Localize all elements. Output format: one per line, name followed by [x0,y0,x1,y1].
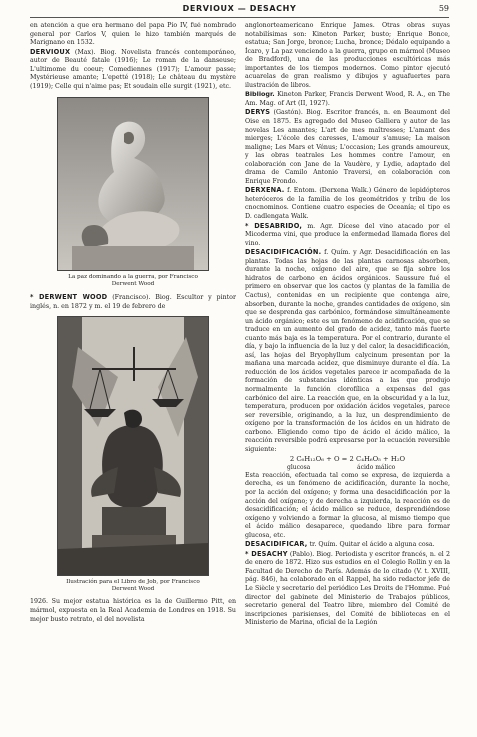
headword: DERXENA. [245,186,285,195]
label-glucosa: glucosa [287,463,311,471]
running-head: DERVIOUX — DESACHY [182,4,297,13]
page-header [30,4,449,18]
entry-text: (Gastón). Biog. Escritor francés, n. en Beaumont del Oise en 1875. Es agregado del Museo Galliera y autor de las novelas Les amantes; L'art de mes maîtresses; L'amant des mierges; L'école des caresses, L'amour s'amuse; La maison maligne; Les Mars et Vénus; L'occasion; Les grands amoureux, y las obras teatrales Les hommes contre l'amour, en colaboración con Jane de la Vaudère, y Lydie, adaptado del drama de Camilo Antonio Traversi, en colaboración con Enrique Frondo. [245,109,450,185]
illustration-image [58,317,208,575]
job-illustration [57,316,209,576]
entry-text: m. Agr. Dícese del vino atacado por el Micoderma vini, que produce la enfermedad llamada flores del vino. [245,222,450,247]
headword: DERVIOUX [30,47,71,56]
figure-sculpture [57,97,209,288]
figure-caption: La paz dominando a la guerra, por Francisco Derwent Wood [68,274,198,288]
page-number: 59 [438,4,449,13]
headword: * DESABRIDO, [245,221,303,230]
sculpture-image [58,98,208,270]
bibliography-note [245,90,450,108]
entry-derwent-wood [30,293,236,311]
headword: DESACIDIFICAR, [245,540,308,549]
entry-desabrido [245,222,450,249]
paragraph-reaction: Esta reacción, efectuada tal como se expresa, de izquierda a derecha, es un fenómeno de acidificación, durante la noche, por la acción del oxígeno; y forma una desacidificación por la acción del oxígeno; y de derecha a izquierda, la reacción es de desacidificación; el ácido málico se reduce, desprendiéndose oxígeno y volviendo a formar la glucosa, al mismo tiempo que el ácido málico desaparece, quedando libre para formar glucosa, etc. [245,471,450,539]
figure-job-illustration [57,316,209,593]
figure-caption: Ilustración para el Libro de Job, por Francisco Derwent Wood [66,579,200,593]
headword: DESACIDIFICACIÓN. [245,248,322,257]
entry-text: f. Quím. y Agr. Desacidificación en las plantas. Todas las hojas de las plantas carnosas absorben, durante la noche, oxígeno del aire, que se fija sobre los hidratos de carbono en ácidos orgánicos. Saussure fué el primero en observar que los cactos (y plantas de la familia de Cactus), contenidas en un recipiente que contenga aire, absorben, durante la noche, grandes cantidades de oxígeno, sin que se desprenda gas carbónico, formándose simultáneamente un ácido orgánico; este es un fenómeno de acidificación, que se traduce en un aumento del grado de acidez, tanto más fuerte cuanto más baja es la temperatura. Por el contrario, durante el día, y bajo la influencia de la luz y del calor, la desacidificación, así, las hojas del Bryophyllum calycinum presentan por la mañana una marcada acidez, que disminuye durante el día. La reducción de los ácidos vegetales parece ir acompañada de la formación de substancias idénticas a las que produjo normalmente la función clorofílica a expensas del gas carbónico del aire. La reacción que, en la obscuridad y a la luz, temperatura, producen por oxidación ácidos vegetales, parece ser reversible, originando, a la luz, un desprendimiento de oxígeno por la transformación de los ácidos en un hidrato de carbono. Eligiendo como tipo de ácido el ácido málico, la reacción reversible podrá expresarse por la ecuación reversible siguiente: [245,249,450,453]
paragraph-derwent-continued: anglonorteamericano Enrique James. Otras obras suyas notabilísimas son: Kineton Parker, busto; Enrique Bonce, estatua; San Jorge, bronce; Lucha, bronce; Dédalo equipando a Ícaro, y La paz venciendo a la guerra, grupo en mármol (Museo de Bradford), una de las producciones escultóricas más importantes de los tiempos modernos. Como pintor ejecutó acuarelas de gran realismo y dibujos y aguafuertes para ilustración de libros. [245,22,450,89]
bibliography-text: Kineton Parker, Francis Derwent Wood, R. A., en The Am. Mag. of Art (II, 1927). [245,91,450,107]
left-column [30,22,236,624]
bottom-paragraph: 1926. Su mejor estatua histórica es la de Guillermo Pitt, en mármol, expuesta en la Real Academia de Londres en 1918. Su mejor busto retrato, el del novelista [30,598,236,623]
headword: * DERWENT WOOD [30,293,108,302]
chemical-equation: 2 C₆H₁₂O₆ + O = 2 C₄H₆O₅ + H₂O [289,455,406,464]
entry-text: (Max). Biog. Novelista francés contemporáneo, autor de Beauté fatale (1916); Le roman de la danseuse; L'ultimome du coeur; Comediennes (1917); L'amour passe; Mystérieuse amante; L'epetté (1918); Le château du mystère (1919); Celle qui n'aime pas; Et soudain elle surgit (1921), etc. [30,48,236,90]
entry-desacidificacion [245,248,450,454]
entry-text: (Francisco). Biog. Escultor y pintor inglés, n. en 1872 y m. el 19 de febrero de [30,294,236,310]
equation-labels [245,464,450,472]
entry-derxena [245,186,450,221]
entry-desacidificar [245,540,450,550]
right-column [245,22,450,722]
entry-text: tr. Quím. Quitar el ácido a alguna cosa. [309,541,435,549]
entry-desachy [245,550,450,628]
sculpture-photo [57,97,209,271]
entry-derys [245,108,450,186]
label-acido-malico: ácido málico [357,463,396,471]
entry-dervioux [30,48,236,92]
entry-text: f. Entom. (Derxena Walk.) Género de lepidópteros heteróceros de la familia de los geométridos y tribu de los cnocnominos. Contiene cuatro especies de Oceanía; el tipo es D. cadlengata Walk. [245,187,450,221]
headword: DERYS [245,108,271,117]
header-rule [30,17,449,18]
headword: * DESACHY [245,549,288,558]
intro-paragraph: en atención a que era hermano del papa Pío IV, fué nombrado general por Carlos V, quien le hizo también marqués de Marignano en 1532. [30,22,236,47]
bibliography-label: Bibliogr. [245,90,275,99]
entry-text: (Pablo). Biog. Periodista y escritor francés, n. el 2 de enero de 1872. Hizo sus estudios en el Colegio Rollin y en la Facultad de Derecho de París. Además de lo citado (V. t. XVIII, pág. 846), ha colaborado en el Rappel, ha sido redactor jefe de Le Siècle y secretario del periódico Les Droits de l'Homme. Fué director del gabinete del Ministerio de Trabajos públicos, secretario general del Teatro libre, miembro del Comité de inscripciones parisienses, del Comité de bibliotecas en el Ministerio de Marina, oficial de la Legión [245,550,450,627]
